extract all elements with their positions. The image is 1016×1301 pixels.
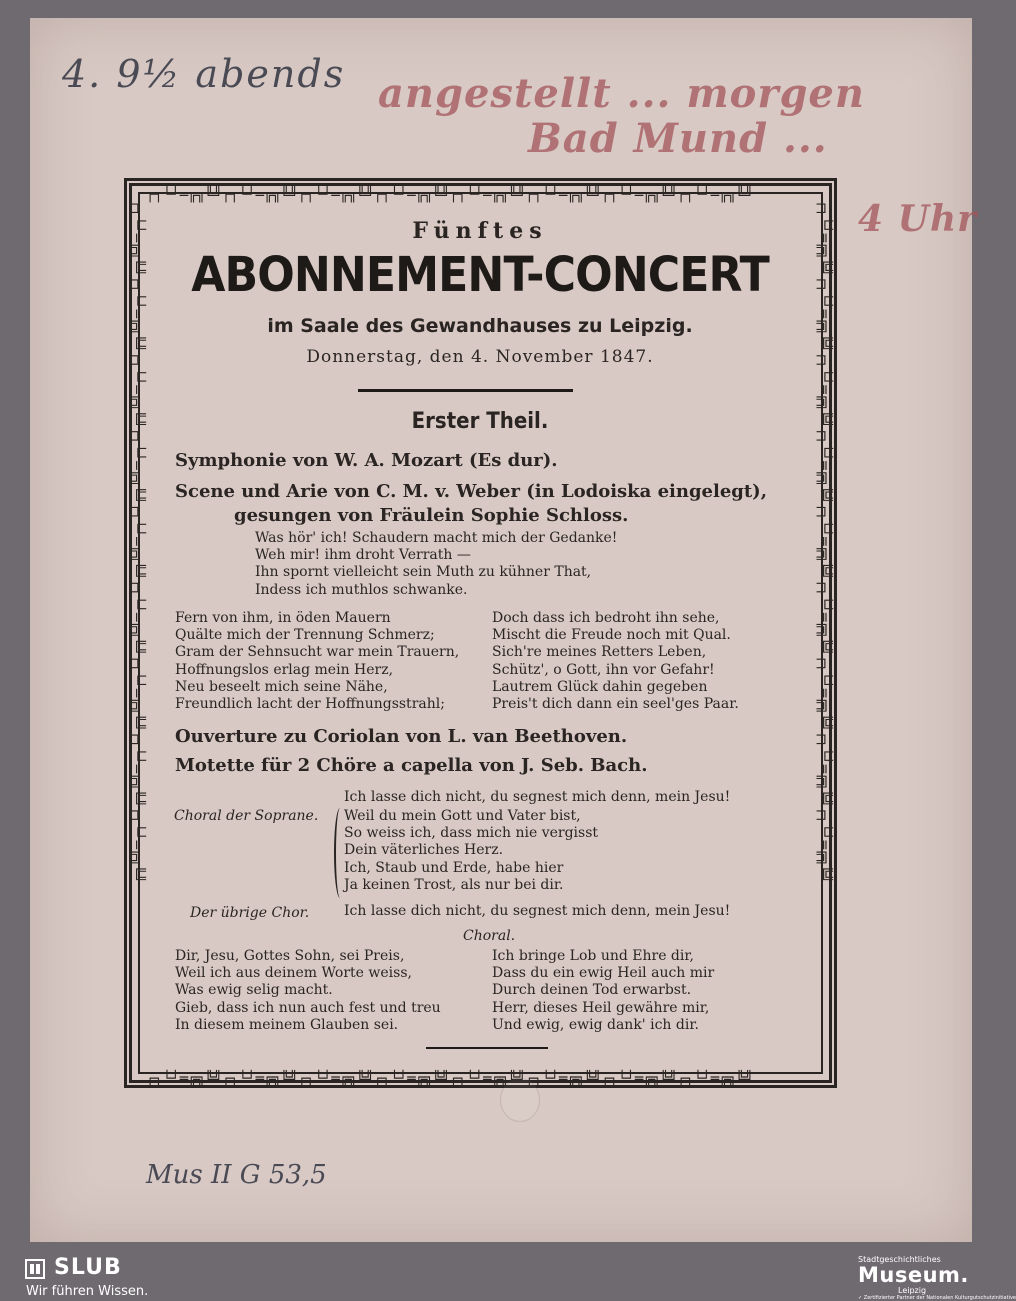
- border-right-ornament: ┌┐└┘═╔╗╚╝┌┐└┘═╔╗╚╝┌┐└┘═╔╗╚╝┌┐└┘═╔╗╚╝┌┐└┘═╔╗╚╝┌┐└┘═╔╗╚╝┌┐└┘═╔╗╚╝┌┐└┘═╔╗╚╝┌┐└┘═╔╗╚╝: [816, 200, 832, 883]
- choral-heading: Choral.: [463, 928, 516, 944]
- choral-soprano-label: Choral der Soprane.: [174, 808, 319, 824]
- part-heading: Erster Theil.: [411, 409, 549, 434]
- red-note-line2: Bad Mund ...: [528, 115, 828, 162]
- slub-logo-icon: [26, 1260, 44, 1278]
- library-stamp: [500, 1078, 540, 1122]
- closing-divider: [426, 1047, 548, 1049]
- museum-city: Leipzig: [898, 1286, 927, 1295]
- slub-tagline: Wir führen Wissen.: [26, 1284, 149, 1299]
- border-left-ornament: ┌┐└┘═╔╗╚╝┌┐└┘═╔╗╚╝┌┐└┘═╔╗╚╝┌┐└┘═╔╗╚╝┌┐└┘═╔╗╚╝┌┐└┘═╔╗╚╝┌┐└┘═╔╗╚╝┌┐└┘═╔╗╚╝┌┐└┘═╔╗╚╝: [129, 200, 145, 883]
- border-bottom-ornament: ┌┐└┘═╔╗╚╝┌┐└┘═╔╗╚╝┌┐└┘═╔╗╚╝┌┐└┘═╔╗╚╝┌┐└┘═╔╗╚╝┌┐└┘═╔╗╚╝┌┐└┘═╔╗╚╝┌┐└┘═╔╗╚╝: [146, 1071, 753, 1087]
- museum-partner-note: ✓ Zertifizierter Partner der Nationalen Kulturgutschutzinitiative: [858, 1295, 1016, 1301]
- red-note-line3: 4 Uhr: [858, 198, 978, 240]
- programme-item-singer: gesungen von Fräulein Sophie Schloss.: [234, 505, 629, 526]
- choral-soprano-text: Weil du mein Gott und Vater bist, So weiss ich, dass mich nie vergisst Dein väterliches Herz. Ich, Staub und Erde, habe hier Ja keinen Trost, als nur bei dir.: [344, 808, 599, 893]
- concert-venue: im Saale des Gewandhauses zu Leipzig.: [267, 315, 693, 337]
- other-choir-text: Ich lasse dich nicht, du segnest mich denn, mein Jesu!: [344, 903, 731, 919]
- museum-top-text: Stadtgeschichtliches: [858, 1255, 941, 1264]
- choral-verse-right: Ich bringe Lob und Ehre dir, Dass du ein ewig Heil auch mir Durch deinen Tod erwarbst. Herr, dieses Heil gewähre mir, Und ewig, ewig dank' ich dir.: [492, 948, 715, 1033]
- concert-date: Donnerstag, den 4. November 1847.: [306, 347, 654, 367]
- programme-item-motet: Motette für 2 Chöre a capella von J. Seb. Bach.: [175, 755, 648, 776]
- concert-ordinal: Fünftes: [412, 218, 548, 244]
- choir-brace: [334, 808, 346, 898]
- slub-name: SLUB: [54, 1255, 122, 1280]
- other-choir-label: Der übrige Chor.: [190, 905, 310, 921]
- programme-item-symphony: Symphonie von W. A. Mozart (Es dur).: [175, 450, 558, 471]
- motet-opening-line: Ich lasse dich nicht, du segnest mich denn, mein Jesu!: [344, 789, 731, 805]
- choral-verse-left: Dir, Jesu, Gottes Sohn, sei Preis, Weil ich aus deinem Worte weiss, Was ewig selig macht. Gieb, dass ich nun auch fest und treu In diesem meinem Glauben sei.: [175, 948, 441, 1033]
- museum-name: Museum.: [858, 1263, 969, 1287]
- title-divider: [358, 389, 573, 392]
- recitative-text: Was hör' ich! Schaudern macht mich der Gedanke! Weh mir! ihm droht Verrath — Ihn spornt vielleicht sein Muth zu kühner That, Indess ich muthlos schwanke.: [255, 530, 618, 598]
- aria-verse-right: Doch dass ich bedroht ihn sehe, Mischt die Freude noch mit Qual. Sich're meines Retters Leben, Schütz', o Gott, ihn vor Gefahr! Lautrem Glück dahin gegeben Preis't dich dann ein seel'ges Paar.: [492, 610, 739, 713]
- programme-item-scene-aria: Scene und Arie von C. M. v. Weber (in Lodoiska eingelegt),: [175, 481, 767, 502]
- red-note-line1: angestellt ... morgen: [378, 70, 865, 117]
- border-top-ornament: ┌┐└┘═╔╗╚╝┌┐└┘═╔╗╚╝┌┐└┘═╔╗╚╝┌┐└┘═╔╗╚╝┌┐└┘═╔╗╚╝┌┐└┘═╔╗╚╝┌┐└┘═╔╗╚╝┌┐└┘═╔╗╚╝: [146, 187, 753, 203]
- pencil-shelfmark: Mus II G 53,5: [146, 1160, 327, 1190]
- programme-item-overture: Ouverture zu Coriolan von L. van Beethoven.: [175, 726, 628, 747]
- aria-verse-left: Fern von ihm, in öden Mauern Quälte mich der Trennung Schmerz; Gram der Sehnsucht war mein Trauern, Hoffnungslos erlag mein Herz, Neu beseelt mich seine Nähe, Freundlich lacht der Hoffnungsstrahl;: [175, 610, 460, 713]
- pencil-note-top-left: 4. 9½ abends: [62, 52, 346, 96]
- concert-title: ABONNEMENT-CONCERT: [191, 247, 769, 303]
